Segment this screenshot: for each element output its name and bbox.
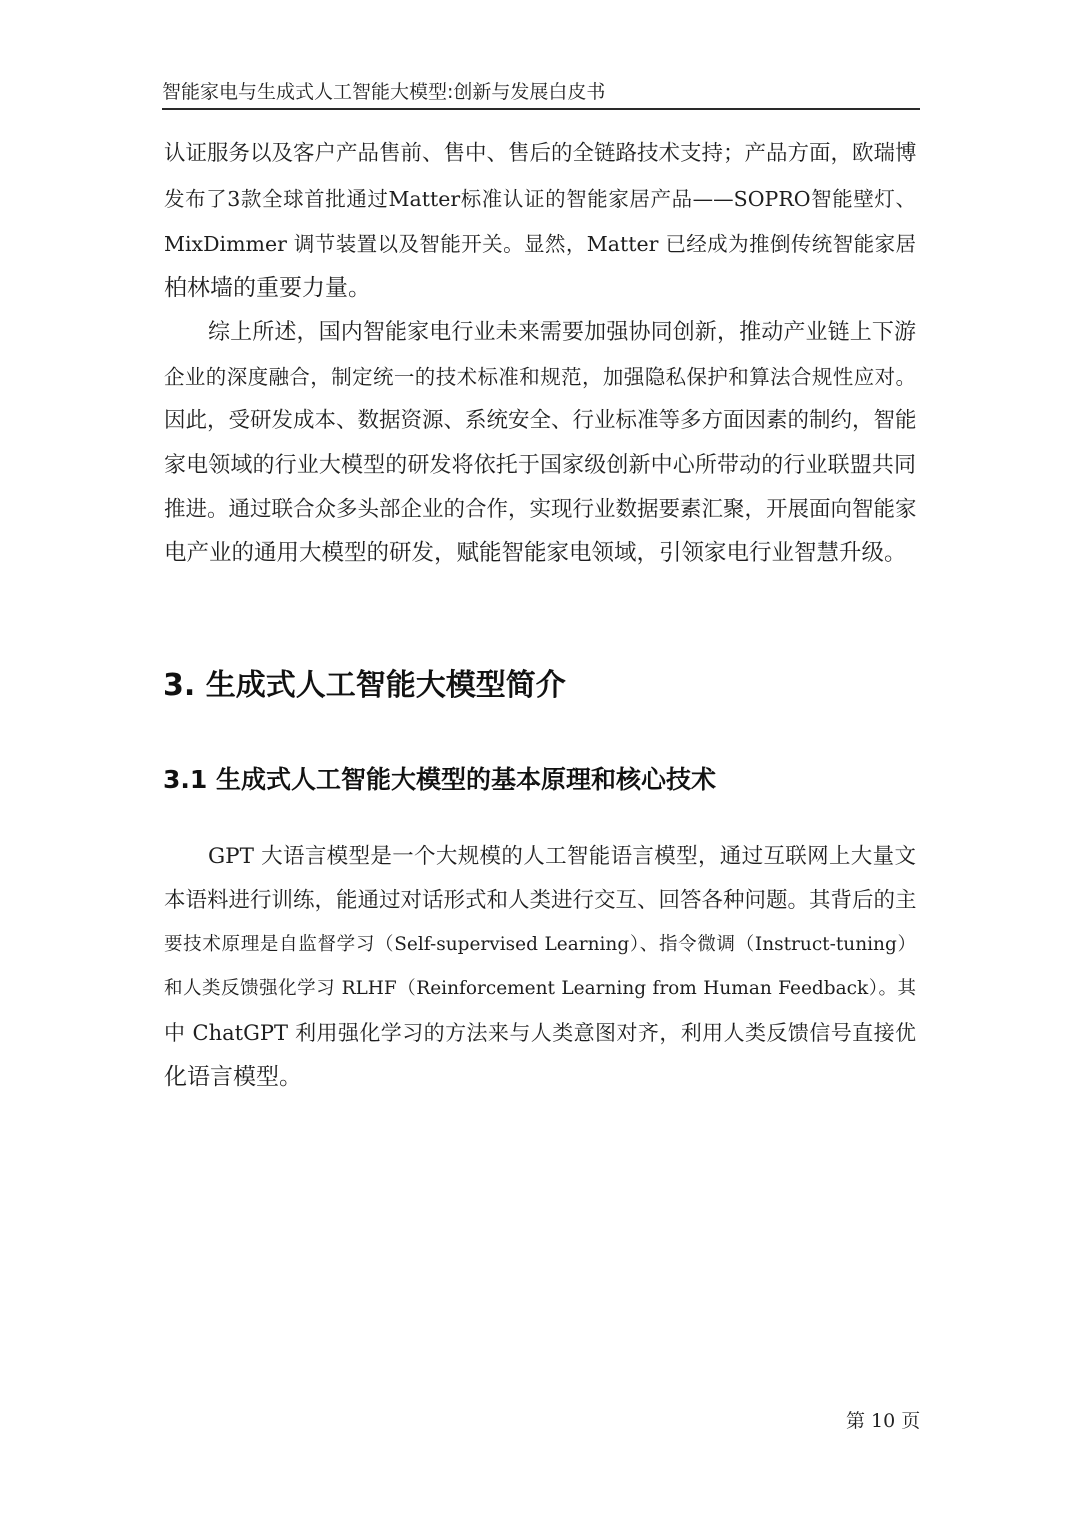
paragraph-2-line-4: 家电领域的行业大模型的研发将依托于国家级创新中心所带动的行业联盟共同 (164, 453, 916, 478)
subsection-heading: 3.1 生成式人工智能大模型的基本原理和核心技术 (163, 765, 716, 794)
paragraph-3-line-2: 本语料进行训练，能通过对话形式和人类进行交互、回答各种问题。其背后的主 (164, 888, 917, 913)
paragraph-2-line-3: 因此，受研发成本、数据资源、系统安全、行业标准等多方面因素的制约，智能 (164, 408, 917, 433)
paragraph-2-line-5: 推进。通过联合众多头部企业的合作，实现行业数据要素汇聚，开展面向智能家 (164, 497, 917, 522)
paragraph-2-line-1: 综上所述，国内智能家电行业未来需要加强协同创新，推动产业链上下游 (208, 320, 916, 345)
paragraph-3-line-5: 中 ChatGPT 利用强化学习的方法来与人类意图对齐，利用人类反馈信号直接优 (164, 1021, 916, 1045)
paragraph-3-line-1: GPT 大语言模型是一个大规模的人工智能语言模型，通过互联网上大量文 (208, 844, 916, 869)
document-title: 智能家电与生成式人工智能大模型:创新与发展白皮书 (162, 81, 606, 103)
paragraph-2-line-6: 电产业的通用大模型的研发，赋能智能家电领域，引领家电行业智慧升级。 (164, 540, 907, 566)
paragraph-1-line-3: MixDimmer 调节装置以及智能开关。显然，Matter 已经成为推倒传统智能家居 (164, 232, 916, 256)
paragraph-1-line-2: 发布了3款全球首批通过Matter标准认证的智能家居产品——SOPRO智能壁灯、 (164, 187, 916, 211)
section-heading: 3. 生成式人工智能大模型简介 (163, 668, 566, 703)
paragraph-3-line-6: 化语言模型。 (164, 1064, 302, 1090)
paragraph-1-line-1: 认证服务以及客户产品售前、售中、售后的全链路技术支持；产品方面，欧瑞博 (164, 141, 917, 166)
paragraph-3-line-4: 和人类反馈强化学习 RLHF（Reinforcement Learning from Human Feedback）。其 (164, 978, 916, 999)
paragraph-2-line-2: 企业的深度融合，制定统一的技术标准和规范，加强隐私保护和算法合规性应对。 (164, 365, 916, 389)
paragraph-1-line-4: 柏林墙的重要力量。 (164, 275, 371, 301)
page-number: 第 10 页 (846, 1410, 921, 1432)
paragraph-3-line-3: 要技术原理是自监督学习（Self-supervised Learning）、指令微调（Instruct-tuning） (164, 934, 916, 955)
running-header (162, 74, 920, 110)
